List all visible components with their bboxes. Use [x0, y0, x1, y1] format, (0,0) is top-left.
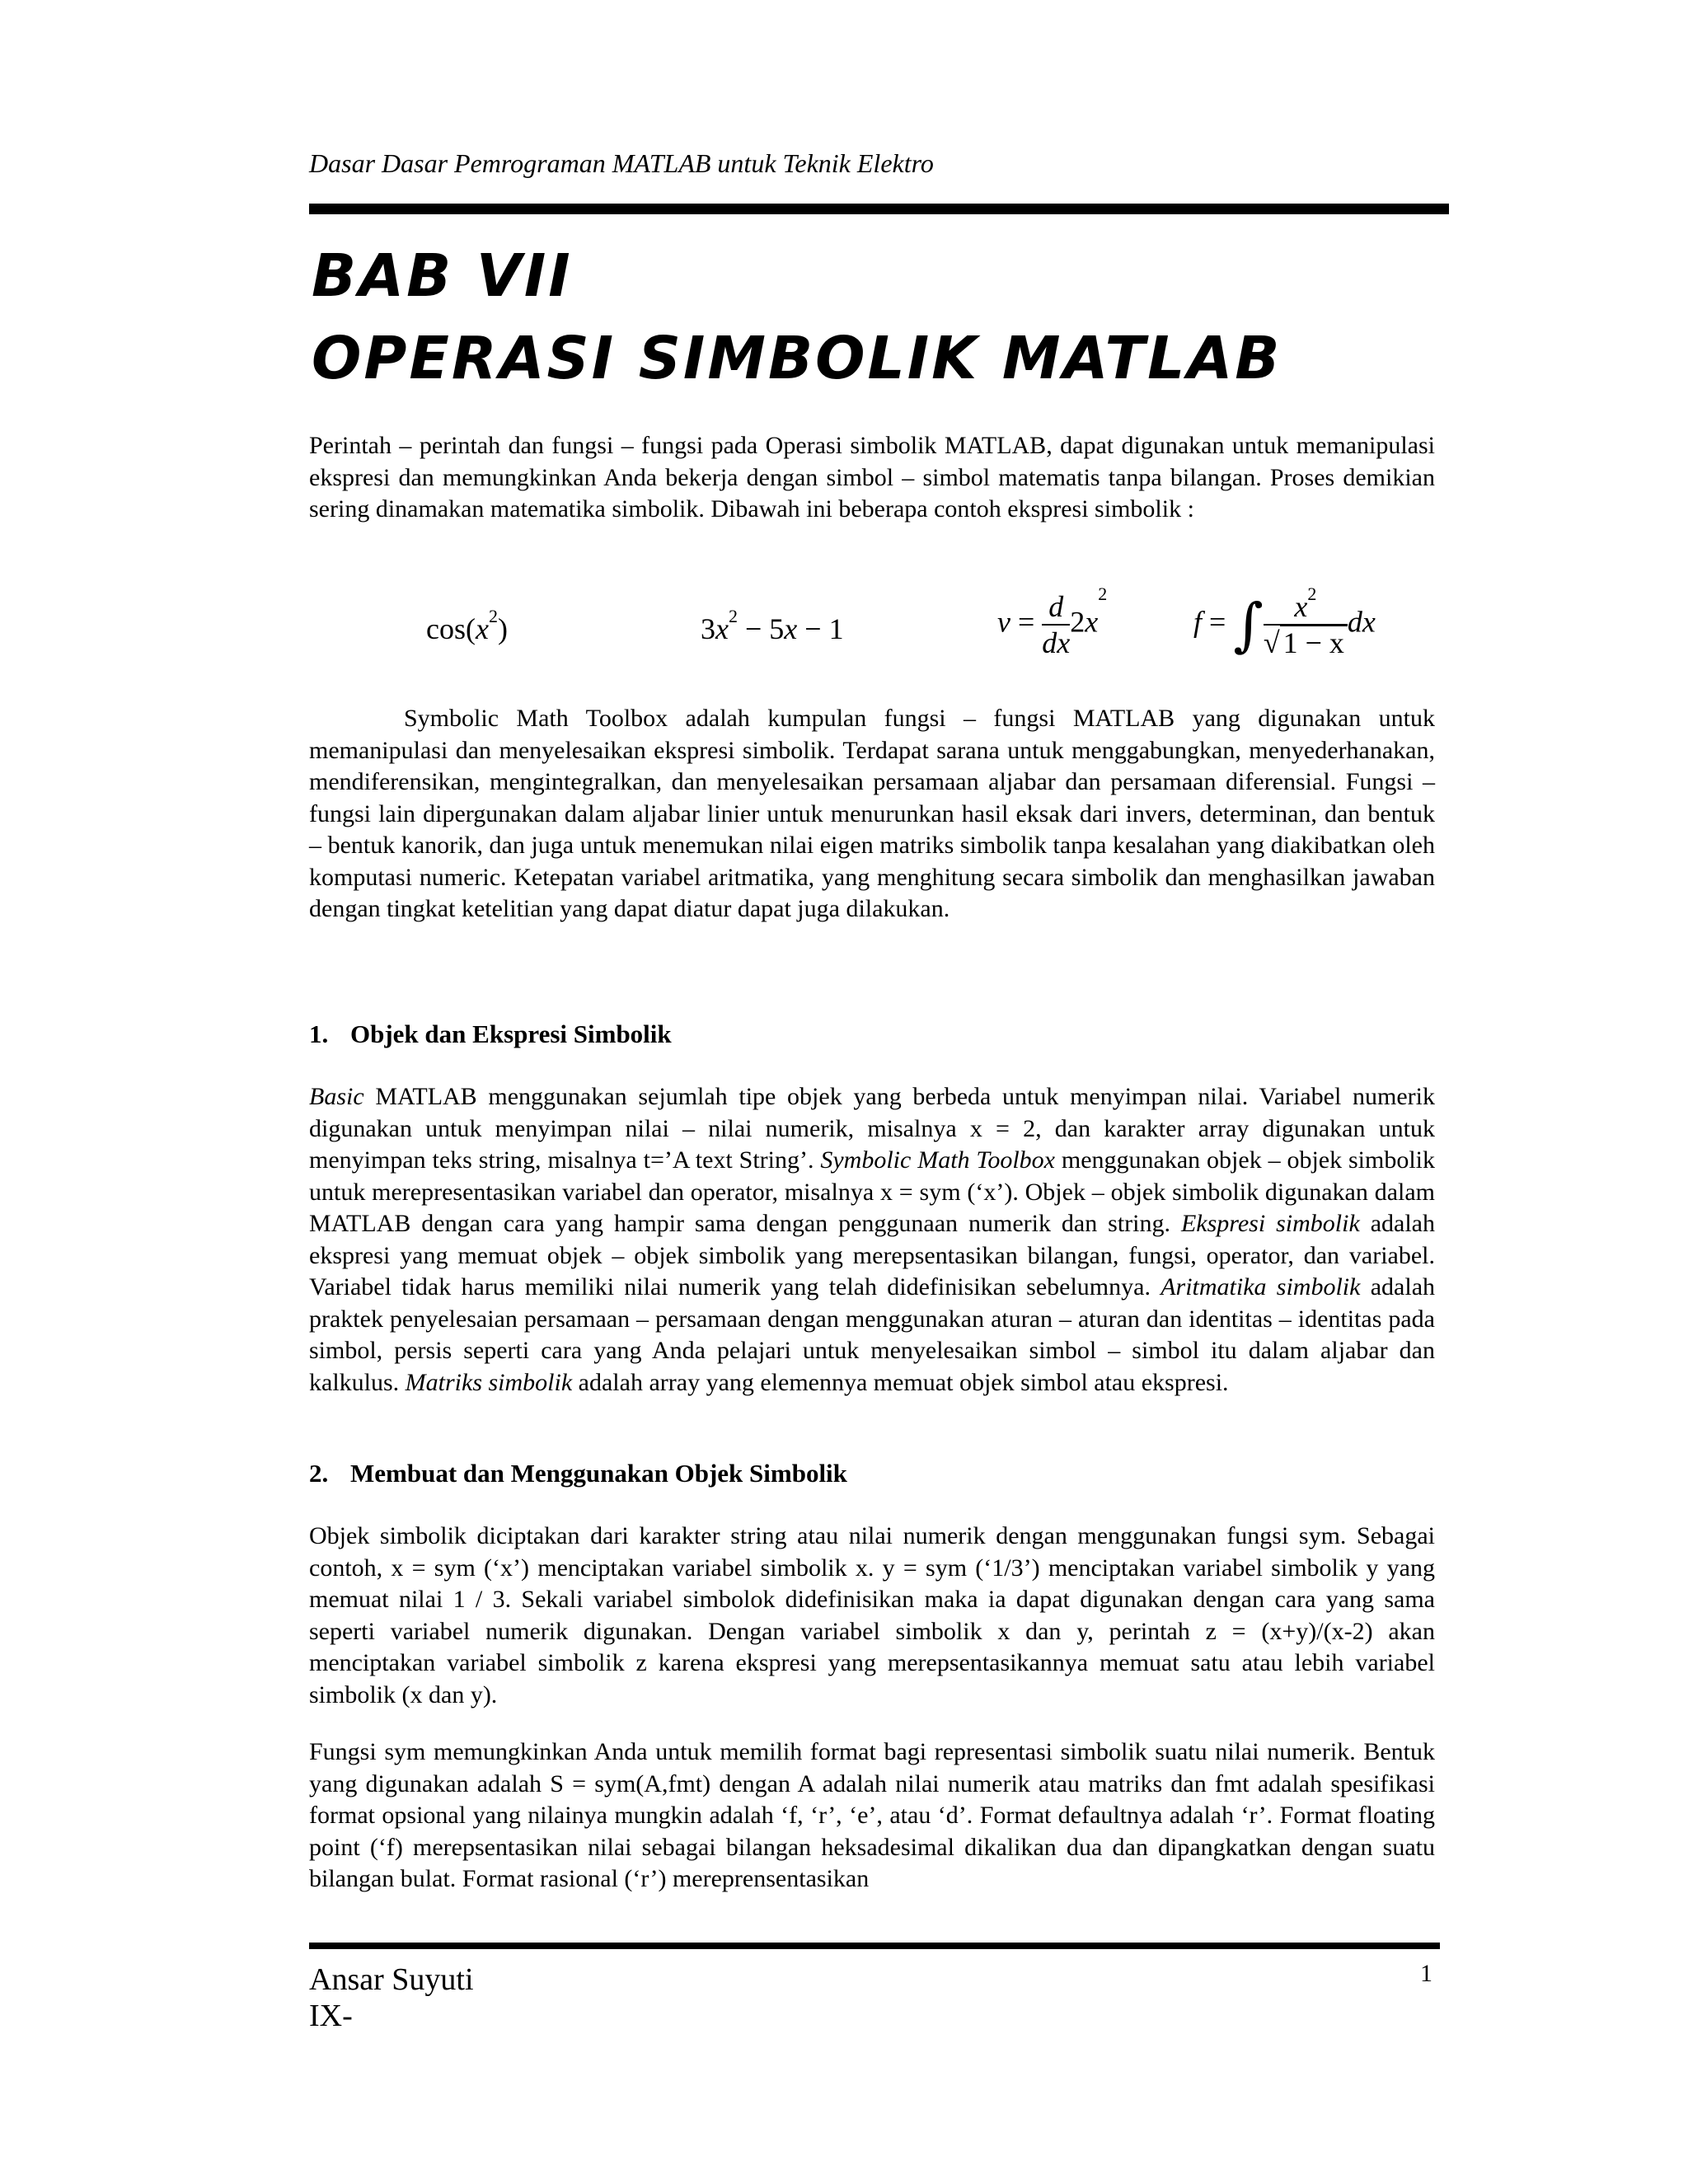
- section-1-text-4: adalah praktek penyelesaian persamaan – persamaan dengan menggunakan aturan – aturan dan identitas – identitas pada simbol, persis seperti cara yang Anda pelajari untuk menyelesaikan simbol – simbol itu dalam aljabar dan kalkulus.: [309, 1273, 1436, 1396]
- integral-sign-icon: ∫: [1233, 591, 1264, 658]
- footer-author-block: [309, 1961, 474, 2034]
- formula-poly-mid: − 5: [737, 612, 785, 645]
- formula-int-dx: dx: [1347, 605, 1376, 639]
- section-2-heading: [309, 1459, 847, 1488]
- formula-int-num-exp: 2: [1307, 583, 1317, 604]
- formula-poly-tail: − 1: [797, 612, 844, 645]
- section-1-title: Objek dan Ekspresi Simbolik: [350, 1019, 672, 1048]
- formula-integral: [1193, 583, 1376, 659]
- footer-rule: [309, 1943, 1440, 1949]
- section-1-text-3: adalah ekspresi yang memuat objek – objek simbolik yang merepsentasikan bilangan, fungsi, operator, dan variabel. Variabel tidak harus memiliki nilai numerik yang telah didefinisikan sebelumnya.: [309, 1210, 1435, 1301]
- running-header: Dasar Dasar Pemrograman MATLAB untuk Teknik Elektro: [309, 148, 934, 178]
- term-symbolic-math-toolbox: Symbolic Math Toolbox: [820, 1146, 1055, 1174]
- section-2-title: Membuat dan Menggunakan Objek Simbolik: [350, 1459, 847, 1488]
- formula-derivative: [997, 583, 1108, 659]
- formula-cos-fn: cos(: [426, 612, 476, 645]
- formula-int-lhs: f: [1193, 605, 1203, 639]
- term-matriks-simbolik: Matriks simbolik: [405, 1368, 573, 1396]
- section-2-paragraph-2: Fungsi sym memungkinkan Anda untuk memilih format bagi representasi simbolik suatu nilai numerik. Bentuk yang digunakan adalah S = sym(A,fmt) dengan A adalah nilai numerik atau matriks dan fmt adalah spesifikasi format opsional yang nilainya mungkin adalah ‘f, ‘r’, ‘e’, atau ‘d’. Format defaultnya adalah ‘r’. Format floating point (‘f) merepsentasikan nilai sebagai bilangan heksadesimal dikalikan dua dan dipangkatkan dengan suatu bilangan bulat. Format rasional (‘r’) mereprensentasikan: [309, 1738, 1435, 1892]
- section-1-heading: [309, 1019, 672, 1049]
- formula-int-num-var: x: [1294, 590, 1308, 623]
- formula-deriv-var: x: [1085, 605, 1099, 639]
- section-2-paragraph-1: Objek simbolik diciptakan dari karakter string atau nilai numerik dengan menggunakan fungsi sym. Sebagai contoh, x = sym (‘x’) menciptakan variabel simbolik x. y = sym (‘1/3’) menciptakan variabel simbolik y yang memuat nilai 1 / 3. Sekali variabel simbolok didefinisikan maka ia dapat digunakan dengan cara yang sama seperti variabel numerik digunakan. Dengan variabel simbolik x dan y, perintah z = (x+y)/(x-2) akan menciptakan variabel simbolik z karena ekspresi yang merepsentasikannya memuat satu atau lebih variabel simbolik (x dan y).: [309, 1522, 1435, 1708]
- section-2-number: 2.: [309, 1459, 329, 1488]
- formula-int-den: [1264, 626, 1348, 658]
- formula-deriv-lhs: v: [997, 605, 1010, 639]
- formula-deriv-fraction: [1042, 592, 1070, 658]
- formula-deriv-den: dx: [1042, 626, 1071, 659]
- formula-int-fraction: [1263, 583, 1348, 659]
- term-aritmatika-simbolik: Aritmatika simbolik: [1160, 1273, 1361, 1301]
- section-1-text-2: menggunakan objek – objek simbolik untuk merepresentasikan variabel dan operator, misalnya x = sym (‘x’). Objek – objek simbolik digunakan dalam MATLAB dengan cara yang hampir sama dengan penggunaan numerik dan string.: [309, 1146, 1435, 1237]
- formula-poly-var1: x: [715, 612, 729, 645]
- formula-deriv-coef: 2: [1070, 605, 1085, 639]
- formula-cos-exp: 2: [488, 606, 498, 626]
- chapter-number: BAB VII: [312, 241, 573, 310]
- formula-deriv-num: d: [1042, 592, 1070, 626]
- section-1-text-5: adalah array yang elemennya memuat objek simbol atau ekspresi.: [572, 1368, 1229, 1396]
- term-ekspresi-simbolik: Ekspresi simbolik: [1180, 1210, 1360, 1237]
- term-basic: Basic: [309, 1083, 364, 1110]
- formula-poly-coef: 3: [701, 612, 715, 645]
- formula-cos-var: x: [475, 612, 489, 645]
- formula-polynomial: [701, 606, 844, 645]
- intro-paragraph-1: Perintah – perintah dan fungsi – fungsi pada Operasi simbolik MATLAB, dapat digunakan untuk memanipulasi ekspresi dan memungkinkan Anda bekerja dengan simbol – simbol matematis tanpa bilangan. Proses demikian sering dinamakan matematika simbolik. Dibawah ini beberapa contoh ekspresi simbolik :: [309, 432, 1435, 523]
- footer-chapter-prefix: IX-: [309, 1999, 353, 2033]
- header-rule: [309, 204, 1449, 214]
- formula-int-eq: =: [1202, 605, 1234, 639]
- page-number: 1: [1420, 1960, 1432, 1987]
- formula-deriv-eq: =: [1010, 605, 1043, 639]
- section-1-text-1: MATLAB menggunakan sejumlah tipe objek yang berbeda untuk menyimpan nilai. Variabel numerik digunakan untuk menyimpan nilai – nilai numerik, misalnya x = 2, dan karakter array digunakan untuk menyimpan teks string, misalnya t=’A text String’.: [309, 1083, 1435, 1174]
- section-1-number: 1.: [309, 1019, 329, 1048]
- footer-author: Ansar Suyuti: [309, 1962, 474, 1997]
- formula-int-radicand: 1 − x: [1280, 625, 1348, 659]
- formula-deriv-exp: 2: [1098, 583, 1108, 604]
- formula-cos: [426, 606, 508, 645]
- chapter-title: [312, 235, 1449, 400]
- formula-poly-exp: 2: [728, 606, 738, 626]
- section-1-paragraph: [309, 1081, 1435, 1399]
- radical-sign-icon: √: [1263, 626, 1280, 659]
- formula-int-num: [1264, 583, 1348, 626]
- intro-paragraph-2: Symbolic Math Toolbox adalah kumpulan fungsi – fungsi MATLAB yang digunakan untuk memanipulasi dan menyelesaikan ekspresi simbolik. Terdapat sarana untuk menggabungkan, menyederhanakan, mendiferensikan, mengintegralkan, dan menyelesaikan persamaan aljabar dan persamaan diferensial. Fungsi – fungsi lain dipergunakan dalam aljabar linier untuk menurunkan hasil eksak dari invers, determinan, dan bentuk – bentuk kanorik, dan juga untuk menemukan nilai eigen matriks simbolik tanpa kesalahan yang diakibatkan oleh komputasi numeric. Ketepatan variabel aritmatika, yang menghitung secara simbolik dan menghasilkan jawaban dengan tingkat ketelitian yang dapat diatur dapat juga dilakukan.: [309, 705, 1435, 922]
- formula-poly-var2: x: [784, 612, 798, 645]
- formula-cos-close: ): [497, 612, 508, 645]
- chapter-name: OPERASI SIMBOLIK MATLAB: [312, 324, 1282, 392]
